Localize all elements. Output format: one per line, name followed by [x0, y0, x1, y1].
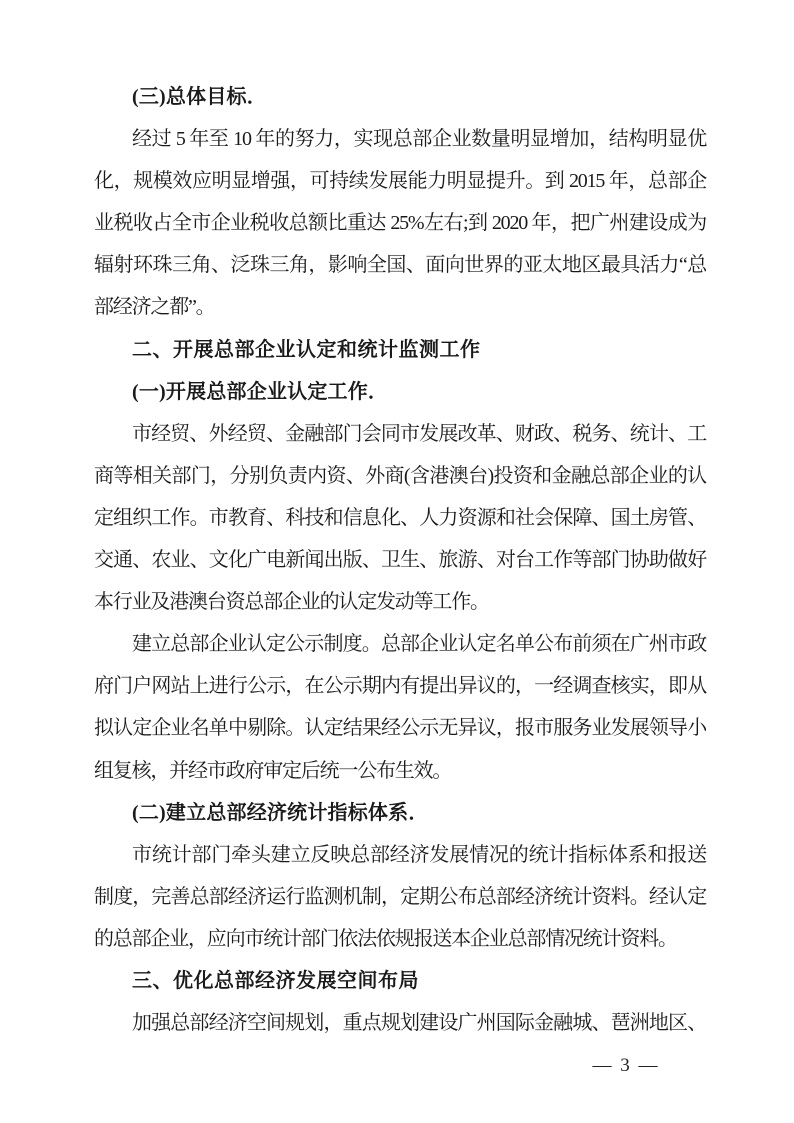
text-line: 拟认定企业名单中剔除。认定结果经公示无异议，报市服务业发展领导小 — [94, 717, 706, 740]
page-number: — 3 — — [592, 1055, 660, 1076]
section-heading — [94, 960, 706, 1002]
text-line: 加强总部经济空间规划，重点规划建设广州国际金融城、琶洲地区、 — [132, 1012, 706, 1035]
text-line: 商等相关部门，分别负责内资、外商(含港澳台)投资和金融总部企业的认 — [94, 464, 706, 487]
section-heading — [94, 76, 706, 118]
text-line: 府门户网站上进行公示，在公示期内有提出异议的，一经调查核实，即从 — [94, 675, 706, 698]
text-line: 业税收占全市企业税收总额比重达 25%左右;到 2020 年，把广州建设成为 — [94, 212, 706, 235]
text-line: 市统计部门牵头建立反映总部经济发展情况的统计指标体系和报送 — [132, 843, 706, 866]
document-body — [94, 76, 706, 1044]
text-line: 二、开展总部企业认定和统计监测工作 — [132, 338, 481, 361]
paragraph — [94, 834, 706, 960]
section-heading — [94, 329, 706, 371]
text-line: 本行业及港澳台资总部企业的认定发动等工作。 — [94, 591, 489, 614]
text-line: 建立总部企业认定公示制度。总部企业认定名单公布前须在广州市政 — [132, 633, 706, 656]
text-line: 的总部企业，应向市统计部门依法依规报送本企业总部情况统计资料。 — [94, 927, 677, 950]
section-heading — [94, 371, 706, 413]
section-heading — [94, 792, 706, 834]
text-line: 经过 5 年至 10 年的努力，实现总部企业数量明显增加，结构明显优 — [132, 128, 706, 151]
paragraph — [94, 1002, 706, 1044]
text-line: 交通、农业、文化广电新闻出版、卫生、旅游、对台工作等部门协助做好 — [94, 549, 706, 572]
text-line: 部经济之都”。 — [94, 296, 215, 319]
paragraph — [94, 118, 706, 328]
text-line: 定组织工作。市教育、科技和信息化、人力资源和社会保障、国土房管、 — [94, 506, 706, 529]
text-line: 化，规模效应明显增强，可持续发展能力明显提升。到 2015 年，总部企 — [94, 170, 706, 193]
text-line: (二)建立总部经济统计指标体系． — [132, 801, 429, 824]
text-line: 制度，完善总部经济运行监测机制，定期公布总部经济统计资料。经认定 — [94, 885, 706, 908]
paragraph — [94, 413, 706, 623]
paragraph — [94, 623, 706, 791]
text-line: (一)开展总部企业认定工作． — [132, 380, 389, 403]
text-line: (三)总体目标． — [132, 86, 267, 108]
text-line: 组复核，并经市政府审定后统一公布生效。 — [94, 759, 452, 782]
text-line: 三、优化总部经济发展空间布局 — [132, 969, 419, 992]
text-line: 市经贸、外经贸、金融部门会同市发展改革、财政、税务、统计、工 — [132, 422, 706, 445]
text-line: 辐射环珠三角、泛珠三角，影响全国、面向世界的亚太地区最具活力“总 — [94, 254, 706, 277]
